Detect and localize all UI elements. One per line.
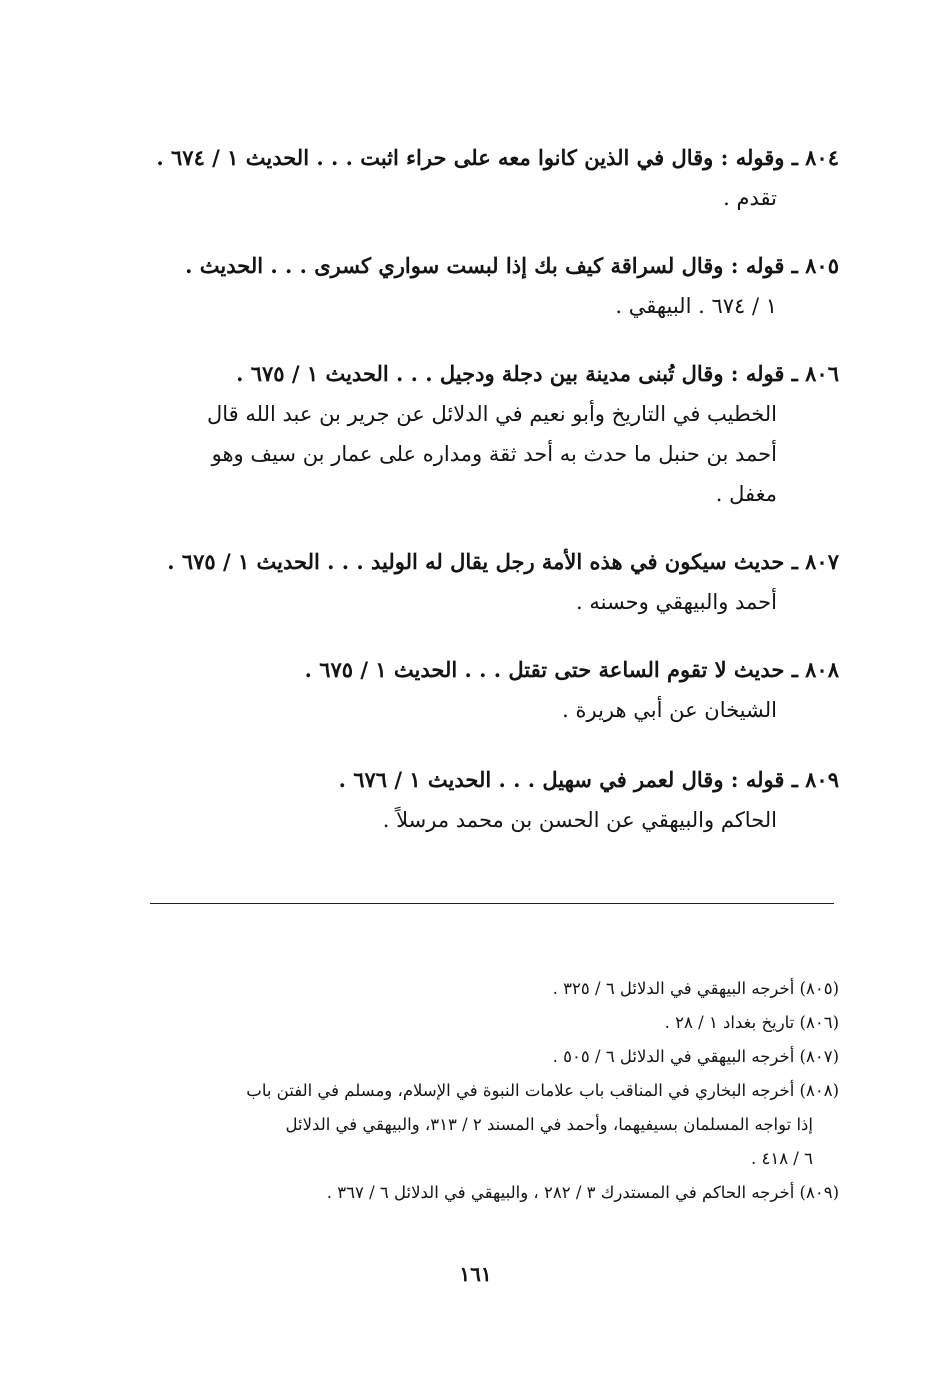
entry-heading: ٨٠٤ ـ وقوله : وقال في الذين كانوا معه على حراء اثبت . . . الحديث ١ / ٦٧٤ . (156, 145, 839, 170)
entry-text-line: تقدم . (723, 186, 777, 210)
entry-804 (156, 138, 839, 218)
entry-808 (305, 650, 839, 730)
footnote-806: (٨٠٦) تاريخ بغداد ١ / ٢٨ . (664, 1013, 839, 1032)
entry-heading: ٨٠٧ ـ حديث سيكون في هذه الأمة رجل يقال له الوليد . . . الحديث ١ / ٦٧٥ . (167, 549, 839, 574)
entry-heading: ٨٠٨ ـ حديث لا تقوم الساعة حتى تقتل . . . الحديث ١ / ٦٧٥ . (304, 657, 839, 682)
entry-809 (339, 760, 839, 840)
entry-heading: ٨٠٩ ـ قوله : وقال لعمر في سهيل . . . الحديث ١ / ٦٧٦ . (338, 767, 839, 792)
entry-text-line: الحاكم والبيهقي عن الحسن بن محمد مرسلاً . (382, 808, 777, 832)
footnote-805: (٨٠٥) أخرجه البيهقي في الدلائل ٦ / ٣٢٥ . (552, 979, 839, 998)
footnote-809: (٨٠٩) أخرجه الحاكم في المستدرك ٣ / ٢٨٢ ، والبيهقي في الدلائل ٦ / ٣٦٧ . (326, 1183, 839, 1202)
entry-text-line: الخطيب في التاريخ وأبو نعيم في الدلائل عن جرير بن عبد الله قال (207, 402, 777, 426)
entry-text-line: ١ / ٦٧٤ . البيهقي . (615, 294, 777, 318)
footnote-808-continuation: ٦ / ٤١٨ . (750, 1149, 813, 1168)
footnote-808-continuation: إذا تواجه المسلمان بسيفيهما، وأحمد في المسند ٢ / ٣١٣، والبيهقي في الدلائل (285, 1115, 813, 1134)
page-number: ١٦١ (459, 1262, 492, 1286)
footnote-807: (٨٠٧) أخرجه البيهقي في الدلائل ٦ / ٥٠٥ . (552, 1047, 839, 1066)
entry-heading: ٨٠٦ ـ قوله : وقال تُبنى مدينة بين دجلة ودجيل . . . الحديث ١ / ٦٧٥ . (236, 361, 839, 386)
footnote-separator (150, 903, 834, 904)
entry-text-line: أحمد بن حنبل ما حدث به أحد ثقة ومداره على عمار بن سيف وهو (211, 442, 777, 466)
entry-805 (185, 246, 839, 326)
entry-text-line: أحمد والبيهقي وحسنه . (576, 590, 777, 614)
entry-text-line: الشيخان عن أبي هريرة . (562, 698, 777, 722)
entry-heading: ٨٠٥ ـ قوله : وقال لسراقة كيف بك إذا لبست سواري كسرى . . . الحديث . (185, 253, 839, 278)
entry-text-line: مغفل . (715, 482, 777, 506)
entry-806 (207, 354, 839, 514)
entry-807 (167, 542, 839, 622)
footnotes (142, 972, 839, 1210)
footnote-808: (٨٠٨) أخرجه البخاري في المناقب باب علامات النبوة في الإسلام، ومسلم في الفتن باب (246, 1081, 839, 1100)
